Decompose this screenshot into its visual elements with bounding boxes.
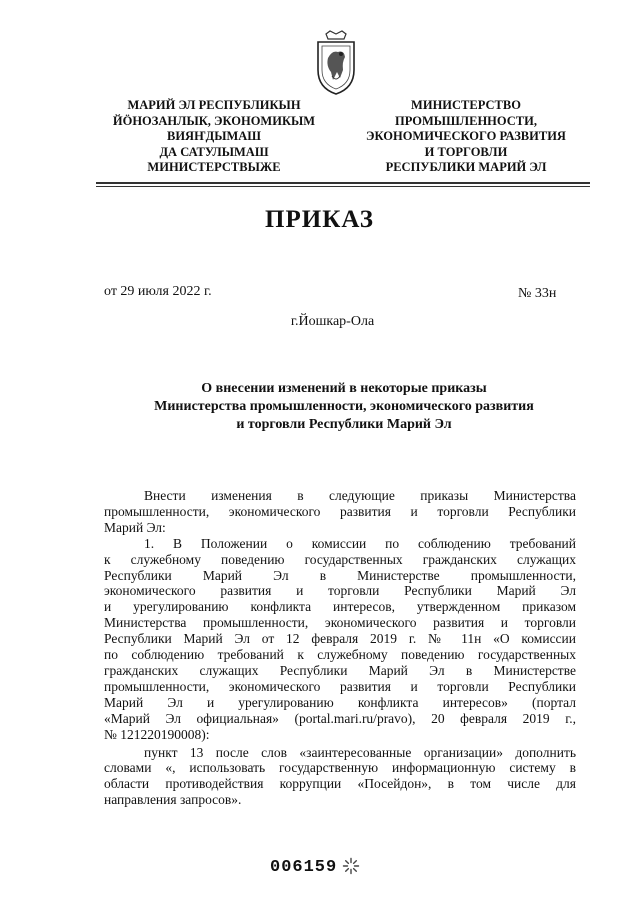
header-russian-name: [348, 98, 584, 176]
body-line: Министерства промышленности, экономического развития и торговли: [104, 615, 576, 631]
document-city: г.Йошкар-Ола: [290, 314, 375, 329]
header-left-line: ЙӦНОЗАНЛЫК, ЭКОНОМИКЫМ: [112, 113, 316, 128]
body-line: 1. В Положении о комиссии по соблюдению требований: [144, 535, 576, 551]
header-divider-thin: [96, 186, 590, 187]
subject-line: Министерства промышленности, экономического развития: [154, 399, 534, 414]
body-line: «Марий Эл официальная» (portal.mari.ru/pravo), 20 февраля 2019 г.,: [104, 710, 576, 726]
header-marian-name: [100, 98, 328, 176]
header-right-line: И ТОРГОВЛИ: [424, 144, 508, 159]
paragraph-item-1: [104, 536, 576, 743]
body-line: к служебному поведению государственных гражданских служащих: [104, 551, 576, 567]
body-line: Республики Марий Эл в Министерстве промышленности,: [104, 567, 576, 583]
document-order-number: № 33н: [518, 286, 557, 301]
header-left-line: ДА САТУЛЫМАШ: [159, 144, 269, 159]
subject-line: О внесении изменений в некоторые приказы: [201, 381, 487, 396]
paragraph-clause-13: [104, 745, 576, 809]
body-line: Внести изменения в следующие приказы Министерства: [144, 488, 576, 503]
body-line: гражданских служащих Республики Марий Эл в Министерстве: [104, 662, 576, 678]
document-title: ПРИКАЗ: [265, 206, 374, 233]
body-line: промышленности, экономического развития и торговли Республики: [104, 503, 576, 519]
serial-number: 006159: [270, 858, 338, 877]
document-body: [104, 488, 576, 808]
subject-line: и торговли Республики Марий Эл: [236, 417, 452, 432]
header-right-line: МИНИСТЕРСТВО: [411, 98, 521, 112]
body-line: Марий Эл и урегулированию конфликта интересов» (портал: [104, 694, 576, 710]
header-left-line: ВИЯҤДЫМАШ: [166, 129, 262, 143]
document-subject: [104, 380, 584, 434]
document-date: от 29 июля 2022 г.: [104, 284, 212, 299]
header-right-line: РЕСПУБЛИКИ МАРИЙ ЭЛ: [385, 160, 547, 174]
header-divider-thick: [96, 182, 590, 184]
star-mark-icon: [342, 857, 360, 875]
body-line: экономического развития и торговли Республики Марий Эл: [104, 583, 576, 599]
body-line: и урегулированию конфликта интересов, утвержденном приказом: [104, 599, 576, 615]
header-right-line: ЭКОНОМИЧЕСКОГО РАЗВИТИЯ: [366, 129, 566, 143]
header-left-line: МАРИЙ ЭЛ РЕСПУБЛИКЫН: [127, 98, 301, 112]
body-line: направления запросов».: [104, 792, 242, 808]
body-line: Марий Эл:: [104, 519, 166, 535]
body-line: по соблюдению требований к служебному поведению государственных: [104, 647, 576, 663]
body-line: Республики Марий Эл от 12 февраля 2019 г. № 11н «О комиссии: [104, 631, 576, 647]
body-line: промышленности, экономического развития и торговли Республики: [104, 678, 576, 694]
paragraph-intro: [104, 488, 576, 536]
coat-of-arms-emblem: [312, 30, 360, 96]
body-line: № 121220190008):: [104, 726, 210, 742]
body-line: словами «, использовать государственную информационную систему в: [104, 760, 576, 776]
header-right-line: ПРОМЫШЛЕННОСТИ,: [395, 113, 537, 128]
header-left-line: МИНИСТЕРСТВЫЖЕ: [147, 160, 281, 174]
body-line: области противодействия коррупции «Посейдон», в том числе для: [104, 776, 576, 792]
body-line: пункт 13 после слов «заинтересованные организации» дополнить: [144, 744, 576, 760]
